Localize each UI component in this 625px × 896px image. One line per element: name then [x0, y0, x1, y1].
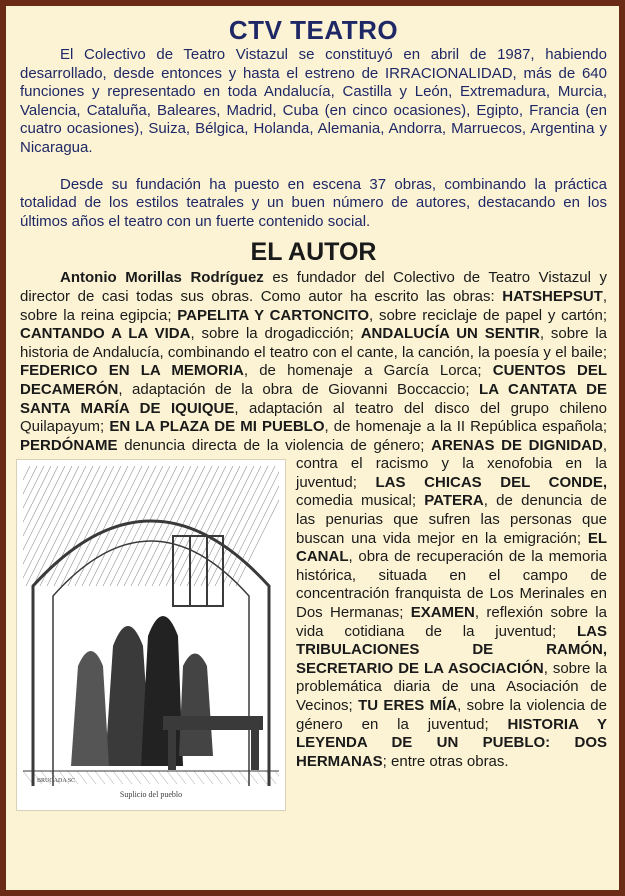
play-title: FEDERICO EN LA MEMORIA — [20, 362, 244, 380]
play-title: HISTORIA Y LEYENDA DE UN PUEBLO: DOS HERMANAS — [296, 715, 607, 770]
author-paragraph — [20, 269, 608, 800]
text-segment: , sobre reciclaje de papel y cartón; — [369, 306, 607, 324]
text-segment: , sobre la historia de Andalucía, combinando el teatro con el cante, la canción, la poesía y el baile; — [20, 325, 608, 361]
engraving-signature: BRUGADA SC — [37, 778, 76, 785]
text-segment: , obra de recuperación de la memoria histórica, situada en el campo de concentración franquista de Los Merinales en Dos Hermanas; — [296, 548, 607, 622]
play-title: HATSHEPSUT — [502, 287, 603, 305]
text-segment: , adaptación al teatro del disco del grupo chileno Quilapayum; — [20, 399, 607, 436]
text-segment: es fundador del Colectivo de Teatro Vistazul y director de casi todas sus obras. Como autor ha escrito las obras: — [20, 269, 607, 305]
engraving-image — [23, 466, 279, 804]
play-title: Antonio Morillas Rodríguez — [60, 269, 264, 287]
section-title-author: EL AUTOR — [250, 238, 377, 267]
page — [6, 6, 619, 890]
text-segment: , sobre la reina egipcia; — [20, 287, 607, 324]
play-title: LAS TRIBULACIONES DE RAMÓN, SECRETARIO DE LA ASOCIACIÓN — [296, 622, 607, 677]
play-title: ANDALUCÍA UN SENTIR — [360, 325, 540, 343]
text-segment: , reflexión sobre la vida cotidiana de la juventud; — [296, 604, 607, 640]
text-segment: denuncia directa de la violencia de género; — [117, 436, 432, 454]
play-title: PERDÓNAME — [20, 436, 118, 454]
text-segment: comedia musical; — [296, 492, 425, 510]
play-title: EXAMEN — [410, 604, 475, 622]
text-segment: , sobre la violencia de género en la juventud; — [296, 697, 607, 733]
play-title: LAS CHICAS DEL CONDE, — [375, 473, 607, 491]
text-segment: , de homenaje a la II República española; — [324, 418, 607, 436]
engraving-caption: Suplicio del pueblo — [119, 790, 183, 800]
text-segment: ; entre otras obras. — [382, 752, 509, 770]
play-title: CUENTOS DEL DECAMERÓN — [20, 362, 608, 398]
text-segment: , sobre la problemática diaria de una Asociación de Vecinos; — [296, 659, 608, 714]
play-title: TU ERES MÍA — [358, 697, 458, 714]
play-title: EN LA PLAZA DE MI PUEBLO — [109, 418, 325, 436]
text-segment: , contra el racismo y la xenofobia en la juventud; — [296, 436, 607, 491]
play-title: EL CANAL — [296, 529, 607, 566]
play-title: PATERA — [424, 492, 484, 510]
page-title: CTV TEATRO — [228, 15, 399, 45]
play-title: LA CANTATA DE SANTA MARÍA DE IQUIQUE — [20, 380, 607, 417]
text-segment: , adaptación de la obra de Giovanni Boccaccio; — [118, 380, 480, 398]
text-segment: , de homenaje a García Lorca; — [243, 362, 493, 380]
text-segment: , de denuncia de las penurias que sufren las personas que buscan una vida mejor en la emigración; — [296, 492, 607, 547]
engraving-illustration — [16, 459, 286, 811]
play-title: ARENAS DE DIGNIDAD — [431, 436, 603, 454]
play-title: CANTANDO A LA VIDA — [20, 325, 191, 343]
text-segment: , sobre la drogadicción; — [190, 325, 361, 343]
intro-paragraph-1: El Colectivo de Teatro Vistazul se constituyó en abril de 1987, habiendo desarrollado, desde entonces y hasta el estreno de IRRACIONALIDAD, más de 640 funciones y representado en toda Andalucía, Castilla y León, Extremadura, Murcia, Valencia, Cataluña, Baleares, Madrid, Cuba (en cinco ocasiones), Egipto, Francia (en cuatro ocasiones), Suiza, Bélgica, Holanda, Alemania, Andorra, Marruecos, Argentina y Nicaragua. — [20, 46, 607, 156]
play-title: PAPELITA Y CARTONCITO — [177, 306, 370, 324]
intro-paragraph-2: Desde su fundación ha puesto en escena 37 obras, combinando la práctica totalidad de los estilos teatrales y un buen número de autores, destacando en los últimos años el teatro con un fuerte contenido social. — [20, 175, 607, 230]
